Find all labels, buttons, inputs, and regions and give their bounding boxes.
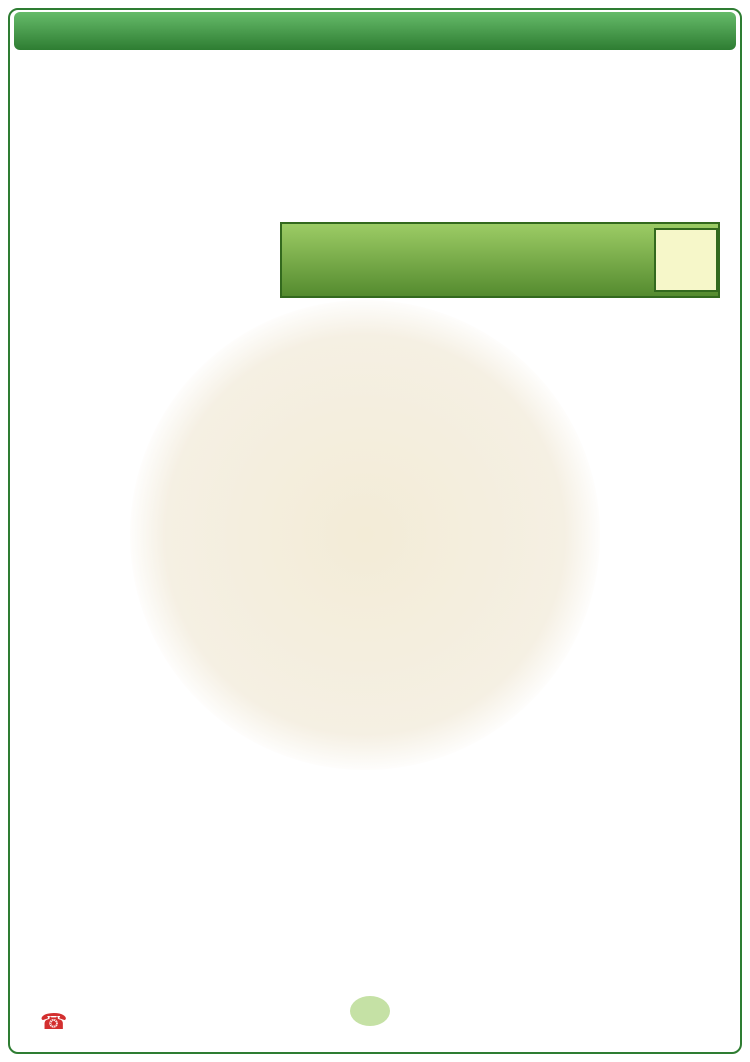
phone-number (40, 1010, 67, 1035)
watermark-logo (130, 300, 600, 770)
question-number-badge (654, 228, 718, 292)
footer (10, 1004, 740, 1052)
header-bar (14, 12, 736, 50)
question-box (250, 222, 720, 302)
phone-icon: ☎ (40, 1010, 68, 1035)
page-number (350, 996, 390, 1026)
